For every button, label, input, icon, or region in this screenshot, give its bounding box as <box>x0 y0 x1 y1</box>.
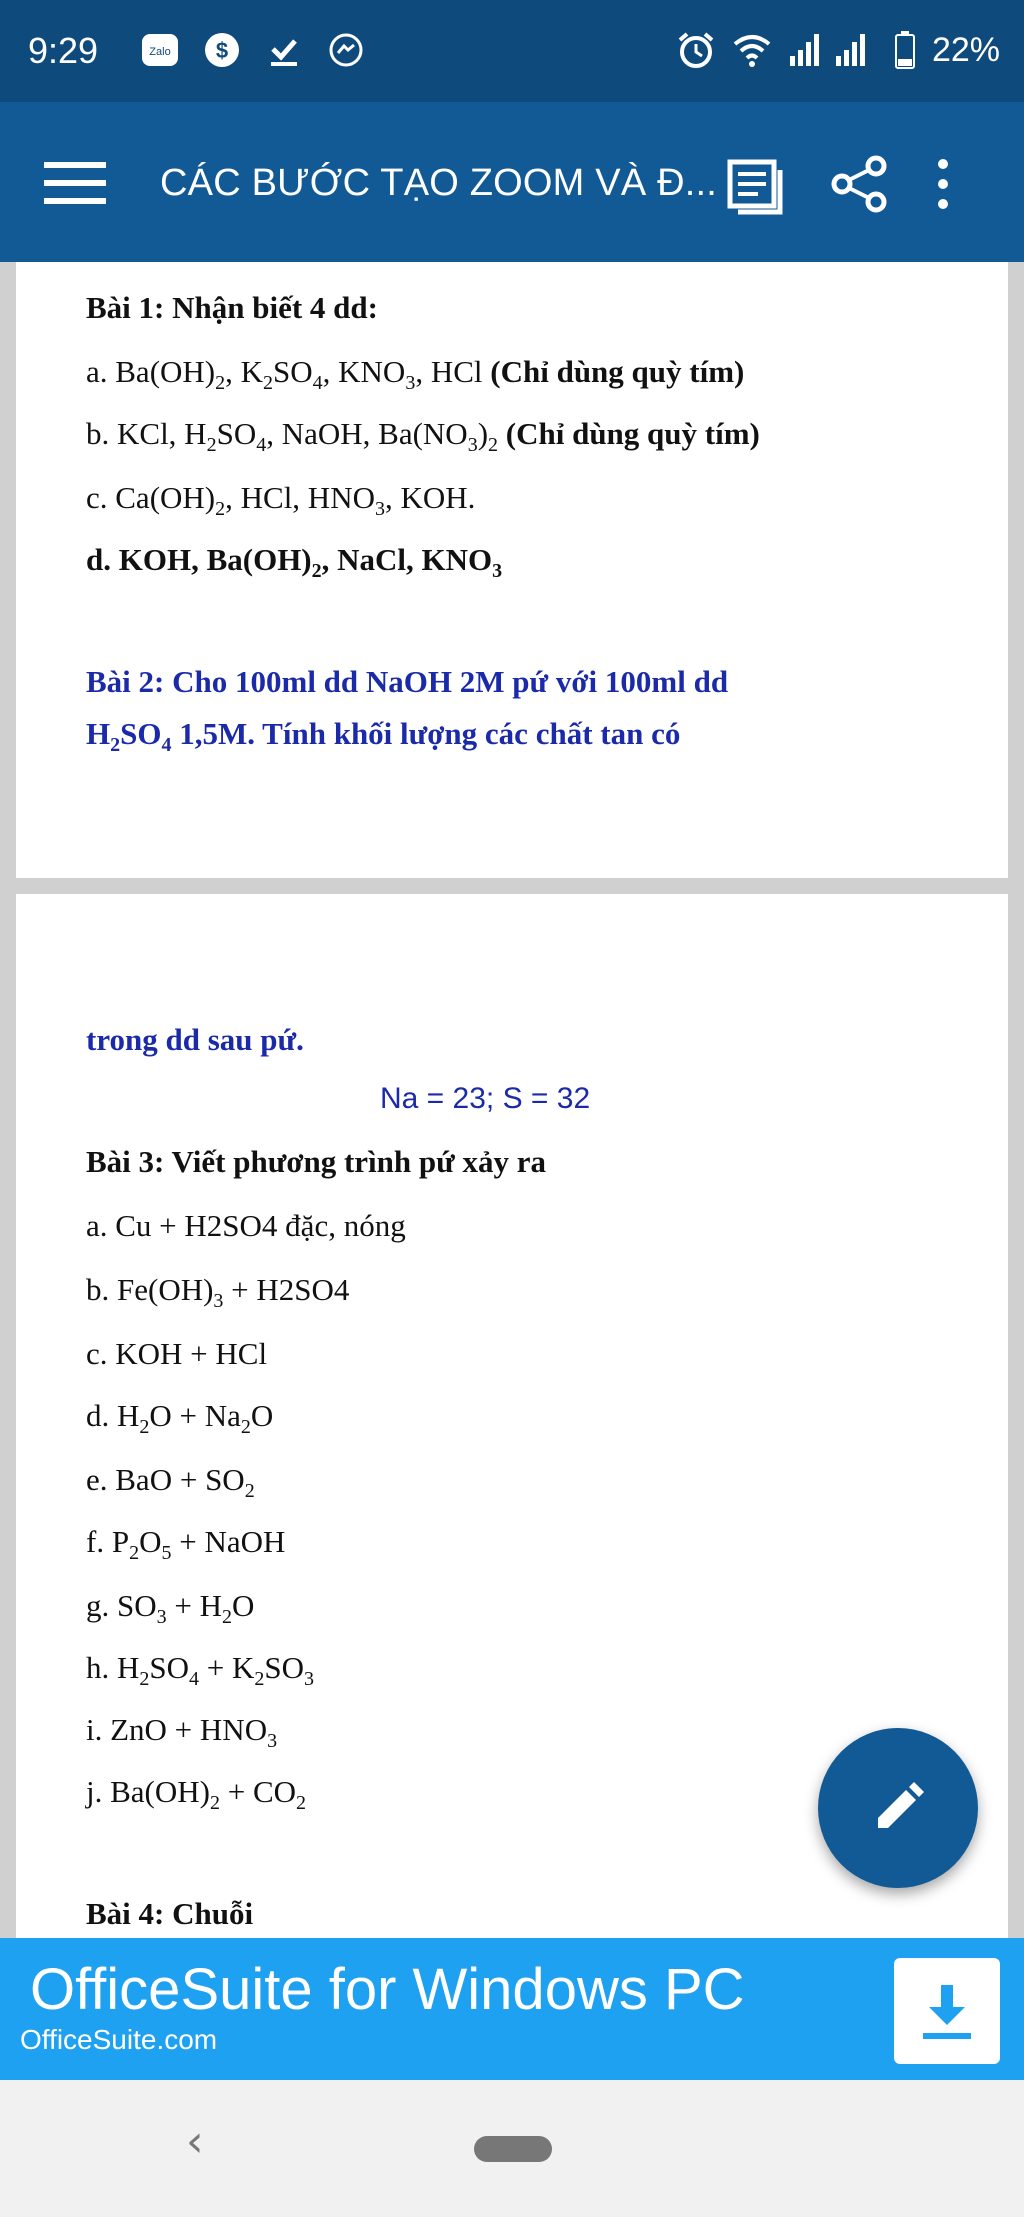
bai1-item-d: d. KOH, $Ba(OH)_2$, NaCl, $KNO_3$ <box>86 542 503 583</box>
svg-text:$: $ <box>215 38 229 63</box>
document-title: CÁC BƯỚC TẠO ZOOM VÀ Đ... <box>160 162 718 204</box>
zalo-label: Zalo <box>149 46 171 58</box>
ad-headline[interactable]: OfficeSuite for Windows PC <box>30 1957 745 2022</box>
system-nav-bar <box>0 2080 1024 2217</box>
bai1-item-b: b. KCl, $H_2SO_4$, NaOH, $Ba(NO_3)_2$ (Chỉ dùng quỳ tím) <box>86 416 760 457</box>
bai4-title: Bài 4: Chuỗi <box>86 1896 254 1931</box>
status-time: 9:29 <box>28 30 99 71</box>
more-vert-icon[interactable] <box>928 152 958 216</box>
bai3-item-h: h. $H_2SO_4 + K_2SO_3$ <box>86 1650 315 1691</box>
bai3-item-e: e. BaO + $SO_2$ <box>86 1462 255 1503</box>
app-bar <box>0 102 1024 262</box>
bai3-item-i: i. ZnO + $HNO_3$ <box>86 1712 278 1753</box>
menu-icon[interactable] <box>44 160 106 206</box>
wifi-icon <box>732 32 772 68</box>
alarm-icon <box>676 30 716 70</box>
signal-icon <box>788 32 878 68</box>
bai3-item-d: d. $H_2O + Na_2O$ <box>86 1398 274 1439</box>
home-button[interactable] <box>474 2136 552 2162</box>
battery-icon <box>894 31 916 69</box>
bai3-item-f: f. $P_2O_5$ + NaOH <box>86 1524 286 1565</box>
bai3-item-g: g. $SO_3 + H_2O$ <box>86 1588 255 1629</box>
reading-mode-icon[interactable] <box>724 152 788 216</box>
ad-download-button[interactable] <box>894 1958 1000 2064</box>
back-button[interactable]: ‹ <box>186 2116 204 2167</box>
zalo-icon <box>140 30 180 70</box>
dollar-icon <box>202 30 242 70</box>
messenger-icon <box>326 30 366 70</box>
share-icon[interactable] <box>828 152 892 216</box>
ad-url[interactable]: OfficeSuite.com <box>20 2024 218 2055</box>
bai3-item-j: j. $Ba(OH)_2 + CO_2$ <box>86 1774 307 1815</box>
pencil-icon <box>868 1778 928 1838</box>
bai3-item-a: a. Cu + H2SO4 đặc, nóng <box>86 1208 406 1243</box>
atomic-masses: Na = 23; S = 32 <box>380 1082 591 1115</box>
bai3-title: Bài 3: Viết phương trình pứ xảy ra <box>86 1144 547 1179</box>
bai1-item-a: a. $Ba(OH)_2$, $K_2SO_4$, $KNO_3$, HCl (Chỉ dùng quỳ tím) <box>86 354 745 395</box>
bai2-line-1: Bài 2: Cho 100ml dd NaOH 2M pứ với 100ml dd <box>86 664 729 699</box>
download-done-icon <box>264 30 304 70</box>
bai1-item-c: c. $Ca(OH)_2$, HCl, $HNO_3$, KOH. <box>86 480 476 521</box>
bai1-title: Bài 1: Nhận biết 4 dd: <box>86 290 378 325</box>
bai3-item-c: c. KOH + HCl <box>86 1336 268 1371</box>
bai2-line-2: $H_2SO_4$ 1,5M. Tính khối lượng các chất tan có <box>86 716 681 757</box>
ad-banner[interactable] <box>0 1938 1024 2080</box>
battery-percent: 22% <box>931 30 1000 69</box>
bai3-item-b: b. $Fe(OH)_3 + H2SO4$ <box>86 1272 350 1313</box>
download-icon <box>915 1979 979 2043</box>
edit-fab-button[interactable] <box>818 1728 978 1888</box>
bai2-continuation: trong dd sau pứ. <box>86 1022 304 1057</box>
status-bar <box>0 0 1024 102</box>
